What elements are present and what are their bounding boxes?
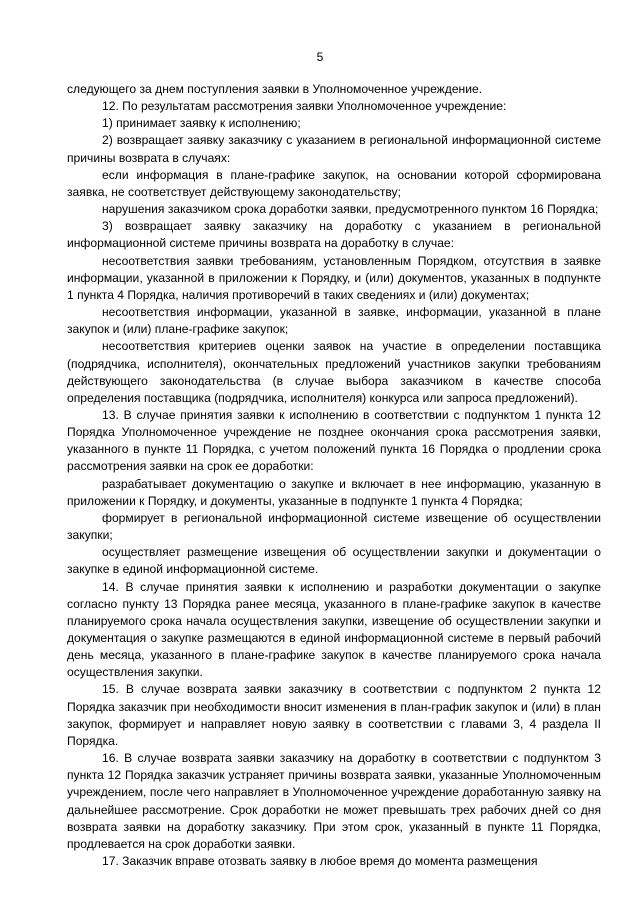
paragraph-continuation: следующего за днем поступления заявки в Уполномоченное учреждение. bbox=[67, 82, 483, 96]
paragraph-17: 17. Заказчик вправе отозвать заявку в любое время до момента размещения bbox=[102, 854, 538, 869]
paragraph-16: 16. В случае возврата заявки заказчику на доработку в соответствии с подпунктом 3 пункта 12 Порядка заказчик устраняет причины возврата заявки, указанные Уполномоченным учреждением, после чего направляет в Уполномоченное учреждение доработанную заявку на дальнейшее рассмотрение. Срок доработки не может превышать трех рабочих дней со дня возврата заявки на доработку заказчику. При этом срок, указанный в пункте 11 Порядка, продлевается на срок доработки заявки. bbox=[67, 751, 601, 851]
paragraph-12-item-3-case-c: несоответствия критериев оценки заявок на участие в определении поставщика (подрядчика, исполнителя), окончательных предложений участников закупки требованиям действующего законодательства (в случае выбора заказчиком в качестве способа определения поставщика (подрядчика, исполнителя) конкурса или запроса предложений). bbox=[67, 339, 601, 405]
paragraph-15: 15. В случае возврата заявки заказчику в соответствии с подпунктом 2 пункта 12 Порядка заказчик при необходимости вносит изменения в план-график закупок и (или) в план закупок, формирует и направляет новую заявку в соответствии с главами 3, 4 раздела II Порядка. bbox=[67, 682, 601, 748]
page-number: 5 bbox=[316, 50, 324, 64]
paragraph-13-action-b: формирует в региональной информационной системе извещение об осуществлении закупки; bbox=[67, 510, 601, 543]
paragraph-12-item-3-case-b: несоответствия информации, указанной в заявке, информации, указанной в плане закупок и (или) плане-графике закупок; bbox=[67, 305, 601, 337]
paragraph-14: 14. В случае принятия заявки к исполнению и разработки документации о закупке согласно пункту 13 Порядка ранее месяца, указанного в плане-графике закупок в качестве планируемого срока начала осуществления закупки, извещение об осуществлении закупки и документация о закупке размещаются в единой информационной системе в первый рабочий день месяца, указанного в плане-графике закупок в качестве планируемого срока начала осуществления закупки. bbox=[67, 579, 601, 680]
paragraph-12-item-1: 1) принимает заявку к исполнению; bbox=[102, 116, 301, 131]
paragraph-12-item-3-case-a: несоответствия заявки требованиям, установленным Порядком, отсутствия в заявке информации, указанной в приложении к Порядку, и (или) документов, указанных в подпункте 1 пункта 4 Порядка, наличия противоречий в таких сведениях и (или) документах; bbox=[67, 253, 601, 302]
paragraph-12-item-2: 2) возвращает заявку заказчику с указанием в региональной информационной системе причины возврата в случаях: bbox=[67, 133, 601, 165]
paragraph-12-item-2-case-a: если информация в плане-графике закупок, на основании которой сформирована заявка, не соответствует действующему законодательству; bbox=[67, 167, 601, 199]
paragraph-12-item-2-case-b: нарушения заказчиком срока доработки заявки, предусмотренного пунктом 16 Порядка; bbox=[102, 202, 599, 217]
paragraph-12-item-3: 3) возвращает заявку заказчику на доработку с указанием в региональной информационной системе причины возврата на доработку в случае: bbox=[67, 219, 601, 251]
document-body bbox=[67, 81, 601, 870]
paragraph-13: 13. В случае принятия заявки к исполнению в соответствии с подпунктом 1 пункта 12 Порядка Уполномоченное учреждение не позднее окончания срока рассмотрения заявки, указанного в пункте 11 Порядка, с учетом положений пункта 16 Порядка о продлении срока рассмотрения заявки на срок ее доработки: bbox=[67, 407, 601, 474]
paragraph-13-action-a: разрабатывает документацию о закупке и включает в нее информацию, указанную в приложении к Порядку, и документы, указанные в подпункте 1 пункта 4 Порядка; bbox=[67, 476, 601, 508]
paragraph-13-action-c: осуществляет размещение извещения об осуществлении закупки и документации о закупке в единой информационной системе. bbox=[67, 545, 601, 577]
paragraph-12: 12. По результатам рассмотрения заявки Уполномоченное учреждение: bbox=[102, 99, 507, 114]
